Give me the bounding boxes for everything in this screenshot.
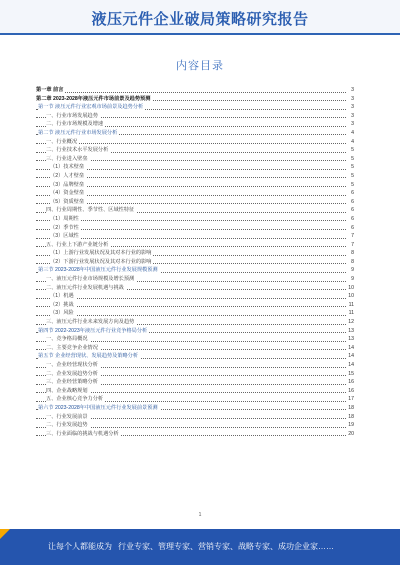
toc-entry-label[interactable]: （4）资金壁垒 [50,190,85,197]
toc-entry[interactable] [36,189,354,198]
toc-entry[interactable] [36,103,354,112]
toc-entry-label[interactable]: （1）技术壁垒 [50,164,85,171]
toc-entry[interactable] [36,224,354,233]
toc-entry-label[interactable]: 四、企业战略规划 [46,387,88,394]
toc-entry-label[interactable]: （2）人才壁垒 [50,172,85,179]
toc-entry-page: 6 [351,190,354,197]
toc-entry-page: 18 [348,413,354,420]
toc-entry-page: 10 [348,284,354,291]
toc-entry[interactable] [36,309,354,318]
report-title: 液压元件企业破局策略研究报告 [91,11,309,28]
toc-entry-label[interactable]: （1）机遇 [50,293,74,300]
toc-entry-page: 16 [348,387,354,394]
toc-entry-label[interactable]: 第四节 2022-2023年液压元件行业竞争格局分析 [38,327,148,334]
toc-entry[interactable] [36,301,354,310]
toc-entry-page: 16 [348,379,354,386]
toc-entry-page: 11 [348,301,354,308]
toc-entry-page: 14 [348,344,354,351]
toc-entry[interactable] [36,86,354,95]
toc-entry[interactable] [36,206,354,215]
toc-entry-page: 4 [351,129,354,136]
toc-entry[interactable] [36,292,354,301]
toc-entry-label[interactable]: 五、行业上下游产业链分析 [46,241,109,248]
header-divider [0,33,400,35]
toc-leader-dots [36,238,346,239]
toc-entry-page: 5 [351,181,354,188]
footer-accent-shape [0,529,10,539]
toc-entry-label[interactable]: 第二节 液压元件行业市场发展分析 [38,129,118,136]
toc-entry-label[interactable]: （3）风险 [50,310,74,317]
toc-entry[interactable] [36,344,354,353]
toc-entry-label[interactable]: 第一节 液压元件行业宏观市场前景及趋势分析 [38,104,144,111]
toc-entry-label[interactable]: （1）上游行业发展状况及其对本行业的影响 [50,250,152,257]
toc-entry[interactable] [36,275,354,284]
toc-entry-page: 13 [348,327,354,334]
toc-entry-page: 6 [351,215,354,222]
toc-entry[interactable] [36,112,354,121]
toc-entry[interactable] [36,215,354,224]
toc-entry-label[interactable]: 一、液压元件行业市场规模及增长预测 [46,276,135,283]
toc-entry[interactable] [36,335,354,344]
toc-entry-label[interactable]: （5）资质壁垒 [50,198,85,205]
toc-entry-label[interactable]: 二、企业发展趋势分析 [46,370,98,377]
toc-entry-page: 7 [351,241,354,248]
toc-entry-label[interactable]: 二、主要竞争企业情况 [46,344,98,351]
toc-entry-page: 7 [351,233,354,240]
toc-entry[interactable] [36,181,354,190]
toc-entry-label[interactable]: （2）挑战 [50,301,74,308]
table-of-contents [36,86,354,438]
toc-leader-dots [36,306,346,307]
toc-leader-dots [36,315,346,316]
toc-entry-label[interactable]: 二、行业市场规模及增速 [46,121,104,128]
toc-entry-label[interactable]: 第六节 2023-2028年中国液压元件行业发展前景预测 [38,404,158,411]
toc-entry-label[interactable]: （3）区域性 [50,233,79,240]
toc-entry-label[interactable]: 一、竞争格局概况 [46,336,88,343]
toc-entry[interactable] [36,413,354,422]
toc-entry-page: 8 [351,250,354,257]
toc-entry[interactable] [36,352,354,361]
toc-entry-page: 13 [348,336,354,343]
toc-entry-label[interactable]: 二、行业发展趋势 [46,422,88,429]
toc-entry-label[interactable]: 三、液压元件行业未来发展方向及趋势 [46,319,135,326]
toc-entry[interactable] [36,249,354,258]
toc-heading: 内容目录 [176,60,224,72]
toc-entry-page: 17 [348,396,354,403]
toc-entry-page: 5 [351,164,354,171]
toc-entry-page: 8 [351,258,354,265]
toc-entry-page: 3 [351,112,354,119]
toc-entry-page: 14 [348,362,354,368]
toc-entry-label[interactable]: 第五节 企业经营现状、发展趋势及策略分析 [38,353,139,360]
footer-banner [0,529,400,565]
toc-entry-label[interactable]: （3）品牌壁垒 [50,181,85,188]
toc-entry-label[interactable]: 第一章 前言 [36,87,64,93]
toc-entry-label[interactable]: 一、行业概况 [46,138,78,145]
toc-entry-page: 19 [348,422,354,429]
toc-entry-label[interactable]: 五、企业核心竞争力分析 [46,396,104,403]
toc-entry-page: 9 [351,276,354,283]
toc-entry[interactable] [36,318,354,327]
toc-entry[interactable] [36,370,354,379]
toc-entry-page: 18 [348,404,354,411]
toc-entry[interactable] [36,430,354,439]
toc-leader-dots [36,229,346,230]
toc-entry-label[interactable]: （1）周期性 [50,215,79,222]
toc-entry-page: 11 [348,310,354,317]
toc-leader-dots [36,92,346,93]
toc-entry-page: 3 [351,104,354,111]
toc-leader-dots [36,298,346,299]
toc-entry-page: 5 [351,147,354,154]
toc-entry[interactable] [36,129,354,138]
toc-entry[interactable] [36,120,354,129]
toc-entry[interactable] [36,421,354,430]
toc-entry-label[interactable]: 一、行业市场发展趋势 [46,112,98,119]
toc-entry-page: 4 [351,138,354,145]
toc-entry[interactable] [36,172,354,181]
toc-entry[interactable] [36,241,354,250]
toc-entry-page: 3 [351,95,354,102]
report-header [0,0,400,33]
toc-entry-page: 3 [351,87,354,93]
toc-entry-label[interactable]: 三、行业进入壁垒 [46,155,88,162]
toc-entry[interactable] [36,95,354,104]
toc-entry-label[interactable]: 二、行业技术水平发展分析 [46,147,109,154]
toc-entry-label[interactable]: 第三节 2023-2028年中国液压元件行业发展规模预测 [38,267,158,274]
toc-entry-label[interactable]: （2）季节性 [50,224,79,231]
page-number: 1 [198,512,202,518]
toc-entry[interactable] [36,395,354,404]
footer-roles: 行业专家、管理专家、营销专家、战略专家、成功企业家…… [118,542,334,551]
toc-entry-page: 3 [351,121,354,128]
toc-entry[interactable] [36,146,354,155]
toc-entry[interactable] [36,232,354,241]
toc-entry[interactable] [36,387,354,396]
toc-entry-page: 14 [348,353,354,360]
toc-entry-label[interactable]: 一、行业发展前景 [46,413,88,420]
footer-slogan: 让每个人都能成为 [48,542,112,551]
toc-entry-label[interactable]: 第二章 2023-2028年液压元件市场前景及趋势预测 [36,95,151,102]
toc-entry-page: 12 [348,319,354,326]
toc-entry-page: 6 [351,207,354,214]
toc-entry[interactable] [36,378,354,387]
toc-entry[interactable] [36,361,354,370]
toc-entry-page: 20 [348,430,354,437]
toc-entry-page: 10 [348,293,354,300]
toc-entry[interactable] [36,284,354,293]
toc-entry[interactable] [36,155,354,164]
toc-entry[interactable] [36,198,354,207]
toc-entry[interactable] [36,266,354,275]
toc-entry-page: 5 [351,172,354,179]
toc-entry-page: 9 [351,267,354,274]
toc-entry-page: 15 [348,370,354,377]
toc-entry[interactable] [36,163,354,172]
toc-entry-label[interactable]: 四、行业周期性、季节性、区域性特征 [46,207,135,214]
toc-entry[interactable] [36,138,354,147]
toc-entry-label[interactable]: 三、行业面临的挑战与机遇分析 [46,430,119,437]
toc-entry-label[interactable]: 二、液压元件行业发展机遇与挑战 [46,284,124,291]
toc-entry[interactable] [36,404,354,413]
toc-entry-label[interactable]: 三、企业经营策略分析 [46,379,98,386]
toc-entry-label[interactable]: 一、企业经营现状分析 [46,362,98,368]
toc-entry-label[interactable]: （2）下游行业发展状况及其对本行业的影响 [50,258,152,265]
toc-entry[interactable] [36,327,354,336]
toc-leader-dots [36,220,346,221]
toc-entry-page: 6 [351,224,354,231]
toc-entry-page: 6 [351,198,354,205]
toc-entry[interactable] [36,258,354,267]
toc-leader-dots [36,143,346,144]
toc-entry-page: 5 [351,155,354,162]
